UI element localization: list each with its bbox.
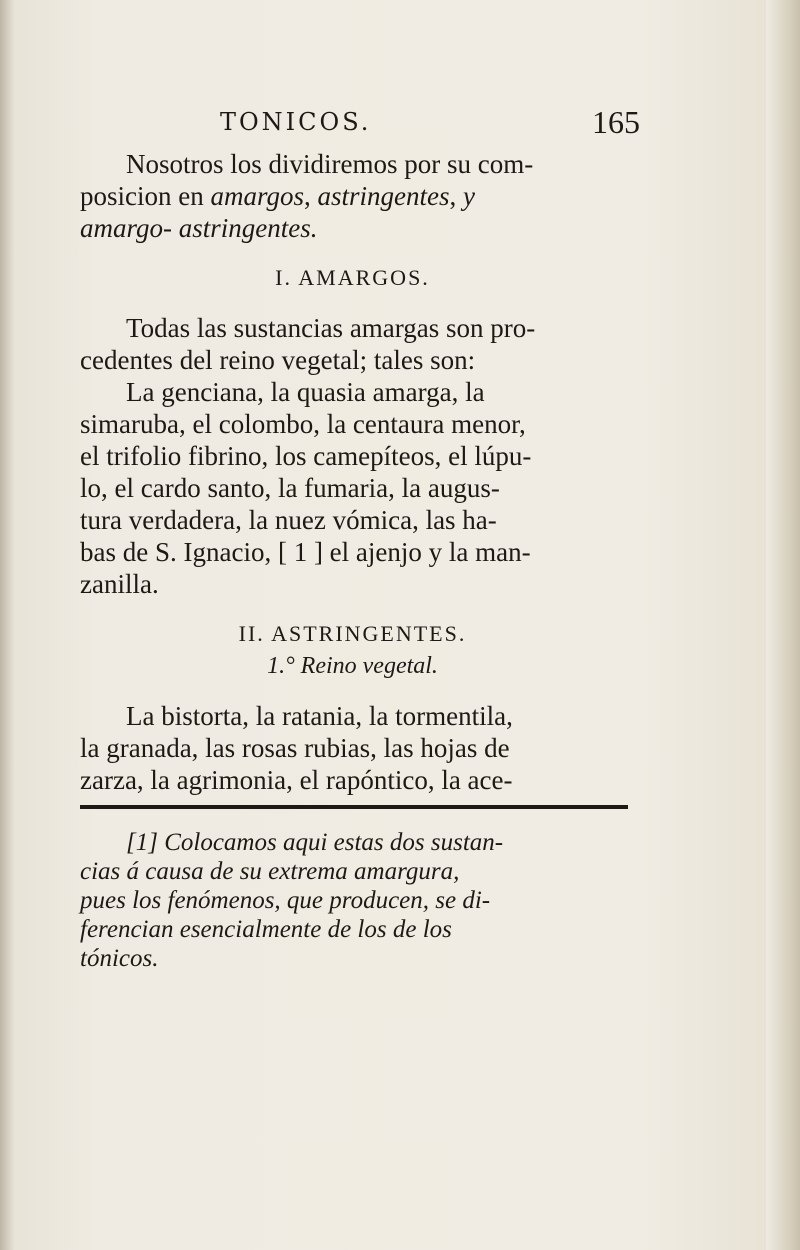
footnote-line: cias á causa de su extrema amargura,	[80, 858, 460, 885]
footnote-line: tónicos.	[80, 945, 159, 972]
section2-line: La bistorta, la ratania, la tormentila,	[126, 701, 513, 731]
footnote-line: [1] Colocamos aqui estas dos sustan-	[126, 829, 504, 856]
section1-line: Todas las sustancias amargas son pro-	[126, 313, 536, 343]
term-y: y	[463, 181, 475, 211]
intro-text: posicion en	[80, 181, 204, 211]
section1-line: tura verdadera, la nuez vómica, las ha-	[80, 505, 497, 535]
intro-line-3: amargo- astringentes.	[80, 213, 318, 243]
footnote	[80, 828, 640, 973]
page-edge-left	[0, 0, 14, 1250]
section1-line: lo, el cardo santo, la fumaria, la augus-	[80, 473, 500, 503]
page-edge-right	[766, 0, 800, 1250]
section1-line: La genciana, la quasia amarga, la	[126, 377, 485, 407]
page-header	[220, 104, 640, 148]
term-amargos: amargos	[210, 181, 304, 211]
running-title: TONICOS.	[220, 108, 372, 136]
subheading-reino-vegetal: 1.° Reino vegetal.	[267, 653, 438, 679]
section1-line: simaruba, el colombo, la centaura menor,	[80, 409, 526, 439]
page-number: 165	[592, 104, 640, 140]
footnote-rule	[80, 805, 628, 809]
term-astringentes: astringentes	[317, 181, 450, 211]
intro-line-2: posicion en amargos, astringentes, y	[80, 181, 475, 211]
section-heading-amargos: I. AMARGOS.	[275, 265, 430, 290]
intro-line-1: Nosotros los dividiremos por su com-	[126, 149, 534, 179]
footnote-line: ferencian esencialmente de los de los	[80, 916, 452, 943]
section1-line: zanilla.	[80, 569, 159, 599]
section-heading-astringentes: II. ASTRINGENTES.	[238, 621, 467, 646]
section1-line: bas de S. Ignacio, [ 1 ] el ajenjo y la man-	[80, 537, 531, 567]
section1-line: el trifolio fibrino, los camepíteos, el lúpu-	[80, 441, 532, 471]
section1-line: cedentes del reino vegetal; tales son:	[80, 345, 476, 375]
footnote-line: pues los fenómenos, que producen, se di-	[80, 887, 491, 914]
section2-line: zarza, la agrimonia, el rapóntico, la ace-	[80, 765, 513, 795]
section2-line: la granada, las rosas rubias, las hojas de	[80, 733, 510, 763]
main-text	[80, 148, 625, 796]
